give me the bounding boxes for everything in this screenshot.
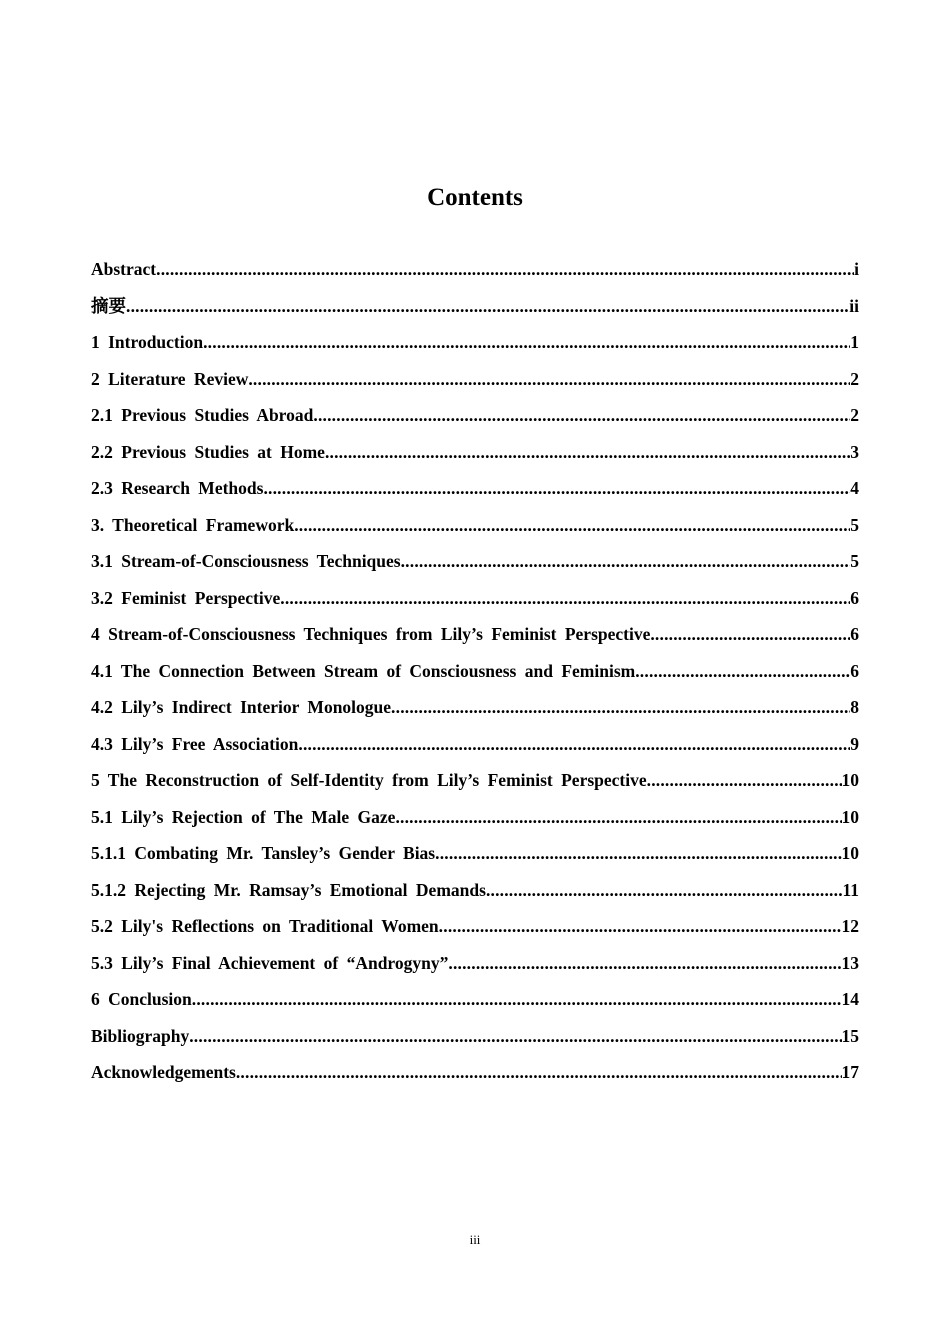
toc-entry-soc-techniques[interactable] (91, 547, 859, 584)
dot-leader (248, 365, 850, 393)
toc-entry-male-gaze[interactable] (91, 803, 859, 840)
toc-entry-research-methods[interactable] (91, 474, 859, 511)
toc-entry-label: 摘要 (91, 295, 126, 316)
toc-entry-abstract[interactable] (91, 255, 859, 292)
toc-entry-page: i (854, 259, 859, 279)
toc-entry-page: 10 (841, 843, 859, 863)
dot-leader (391, 693, 850, 721)
toc-entry-label: 5 The Reconstruction of Self-Identity from Lily’s Feminist Perspective (91, 770, 647, 790)
dot-leader (448, 949, 841, 977)
toc-entry-label: 4.3 Lily’s Free Association (91, 733, 299, 754)
toc-entry-previous-studies-abroad[interactable] (91, 401, 859, 438)
page-title: Contents (427, 183, 523, 211)
toc-entry-page: ii (849, 295, 859, 316)
dot-leader (325, 438, 850, 466)
toc-entry-page: 17 (841, 1062, 859, 1082)
toc-entry-page: 6 (850, 660, 859, 681)
toc-entry-label: 2.1 Previous Studies Abroad (91, 405, 314, 425)
toc-entry-label: 4 Stream-of-Consciousness Techniques from Lily’s Feminist Perspective (91, 624, 651, 644)
toc-entry-page: 8 (850, 697, 859, 717)
toc-entry-page: 9 (850, 733, 859, 754)
toc-entry-page: 6 (850, 587, 859, 608)
dot-leader (126, 292, 849, 320)
toc-entry-page: 2 (850, 368, 859, 389)
toc-entry-soc-from-lily[interactable] (91, 620, 859, 657)
dot-leader (635, 657, 850, 685)
toc-entry-page: 6 (850, 624, 859, 644)
toc-entry-label: Acknowledgements (91, 1062, 236, 1082)
toc-entry-chinese-abstract[interactable] (91, 292, 859, 329)
toc-entry-label: 3.1 Stream-of-Consciousness Techniques (91, 551, 401, 571)
dot-leader (486, 876, 843, 904)
dot-leader (650, 620, 850, 648)
toc-entry-page: 10 (841, 770, 859, 790)
toc-entry-tansley[interactable] (91, 839, 859, 876)
toc-entry-label: 1 Introduction (91, 332, 204, 352)
toc-entry-feminist-perspective[interactable] (91, 584, 859, 621)
toc-entry-page: 10 (841, 806, 859, 827)
toc-entry-page: 14 (841, 989, 859, 1009)
toc-entry-reconstruction[interactable] (91, 766, 859, 803)
toc-entry-connection[interactable] (91, 657, 859, 694)
dot-leader (395, 803, 841, 831)
toc-entry-ramsay[interactable] (91, 876, 859, 913)
toc-entry-label: 3.2 Feminist Perspective (91, 587, 281, 608)
toc-entry-interior-monologue[interactable] (91, 693, 859, 730)
toc-entry-acknowledgements[interactable] (91, 1058, 859, 1095)
dot-leader (280, 584, 850, 612)
dot-leader (156, 255, 854, 283)
dot-leader (263, 474, 850, 502)
toc-entry-label: 5.1.1 Combating Mr. Tansley’s Gender Bias (91, 843, 436, 863)
dot-leader (298, 730, 850, 758)
toc-entry-page: 2 (850, 405, 859, 425)
dot-leader (313, 401, 850, 429)
toc-entry-label: 5.1 Lily’s Rejection of The Male Gaze (91, 806, 396, 827)
toc-entry-label: 5.2 Lily's Reflections on Traditional Women (91, 916, 439, 936)
toc-entry-page: 1 (850, 332, 859, 352)
toc-entry-traditional-women[interactable] (91, 912, 859, 949)
toc-entry-free-association[interactable] (91, 730, 859, 767)
toc-entry-introduction[interactable] (91, 328, 859, 365)
toc-entry-page: 11 (842, 879, 859, 900)
toc-entry-page: 3 (850, 441, 859, 462)
toc-entry-label: 2 Literature Review (91, 368, 249, 389)
toc-entry-page: 5 (850, 514, 859, 535)
page-number: iii (469, 1232, 481, 1247)
toc-entry-page: 12 (841, 916, 859, 936)
toc-entry-label: 6 Conclusion (91, 989, 192, 1009)
toc-entry-literature-review[interactable] (91, 365, 859, 402)
dot-leader (401, 547, 851, 575)
toc-entry-label: Abstract (91, 259, 157, 279)
toc-entry-page: 4 (850, 478, 859, 498)
dot-leader (236, 1058, 842, 1086)
toc-entry-conclusion[interactable] (91, 985, 859, 1022)
toc-entry-bibliography[interactable] (91, 1022, 859, 1059)
toc-entry-theoretical-framework[interactable] (91, 511, 859, 548)
toc-entry-page: 13 (841, 952, 859, 973)
toc-entry-label: 5.1.2 Rejecting Mr. Ramsay’s Emotional Demands (91, 879, 486, 900)
toc-entry-label: 2.3 Research Methods (91, 478, 264, 498)
toc-entry-label: 4.2 Lily’s Indirect Interior Monologue (91, 697, 392, 717)
toc-entry-label: Bibliography (91, 1025, 190, 1046)
toc-entry-label: 5.3 Lily’s Final Achievement of “Androgyny” (91, 952, 449, 973)
toc-entry-page: 5 (850, 551, 859, 571)
dot-leader (189, 1022, 841, 1050)
dot-leader (647, 766, 842, 794)
toc-entry-label: 4.1 The Connection Between Stream of Consciousness and Feminism (91, 660, 636, 681)
toc-entry-page: 15 (841, 1025, 859, 1046)
toc-entry-label: 3. Theoretical Framework (91, 514, 295, 535)
toc-entry-label: 2.2 Previous Studies at Home (91, 441, 325, 462)
dot-leader (435, 839, 841, 867)
toc-entry-previous-studies-home[interactable] (91, 438, 859, 475)
dot-leader (294, 511, 850, 539)
table-of-contents (91, 255, 859, 1095)
toc-entry-androgyny[interactable] (91, 949, 859, 986)
dot-leader (203, 328, 850, 356)
dot-leader (439, 912, 842, 940)
dot-leader (192, 985, 842, 1013)
